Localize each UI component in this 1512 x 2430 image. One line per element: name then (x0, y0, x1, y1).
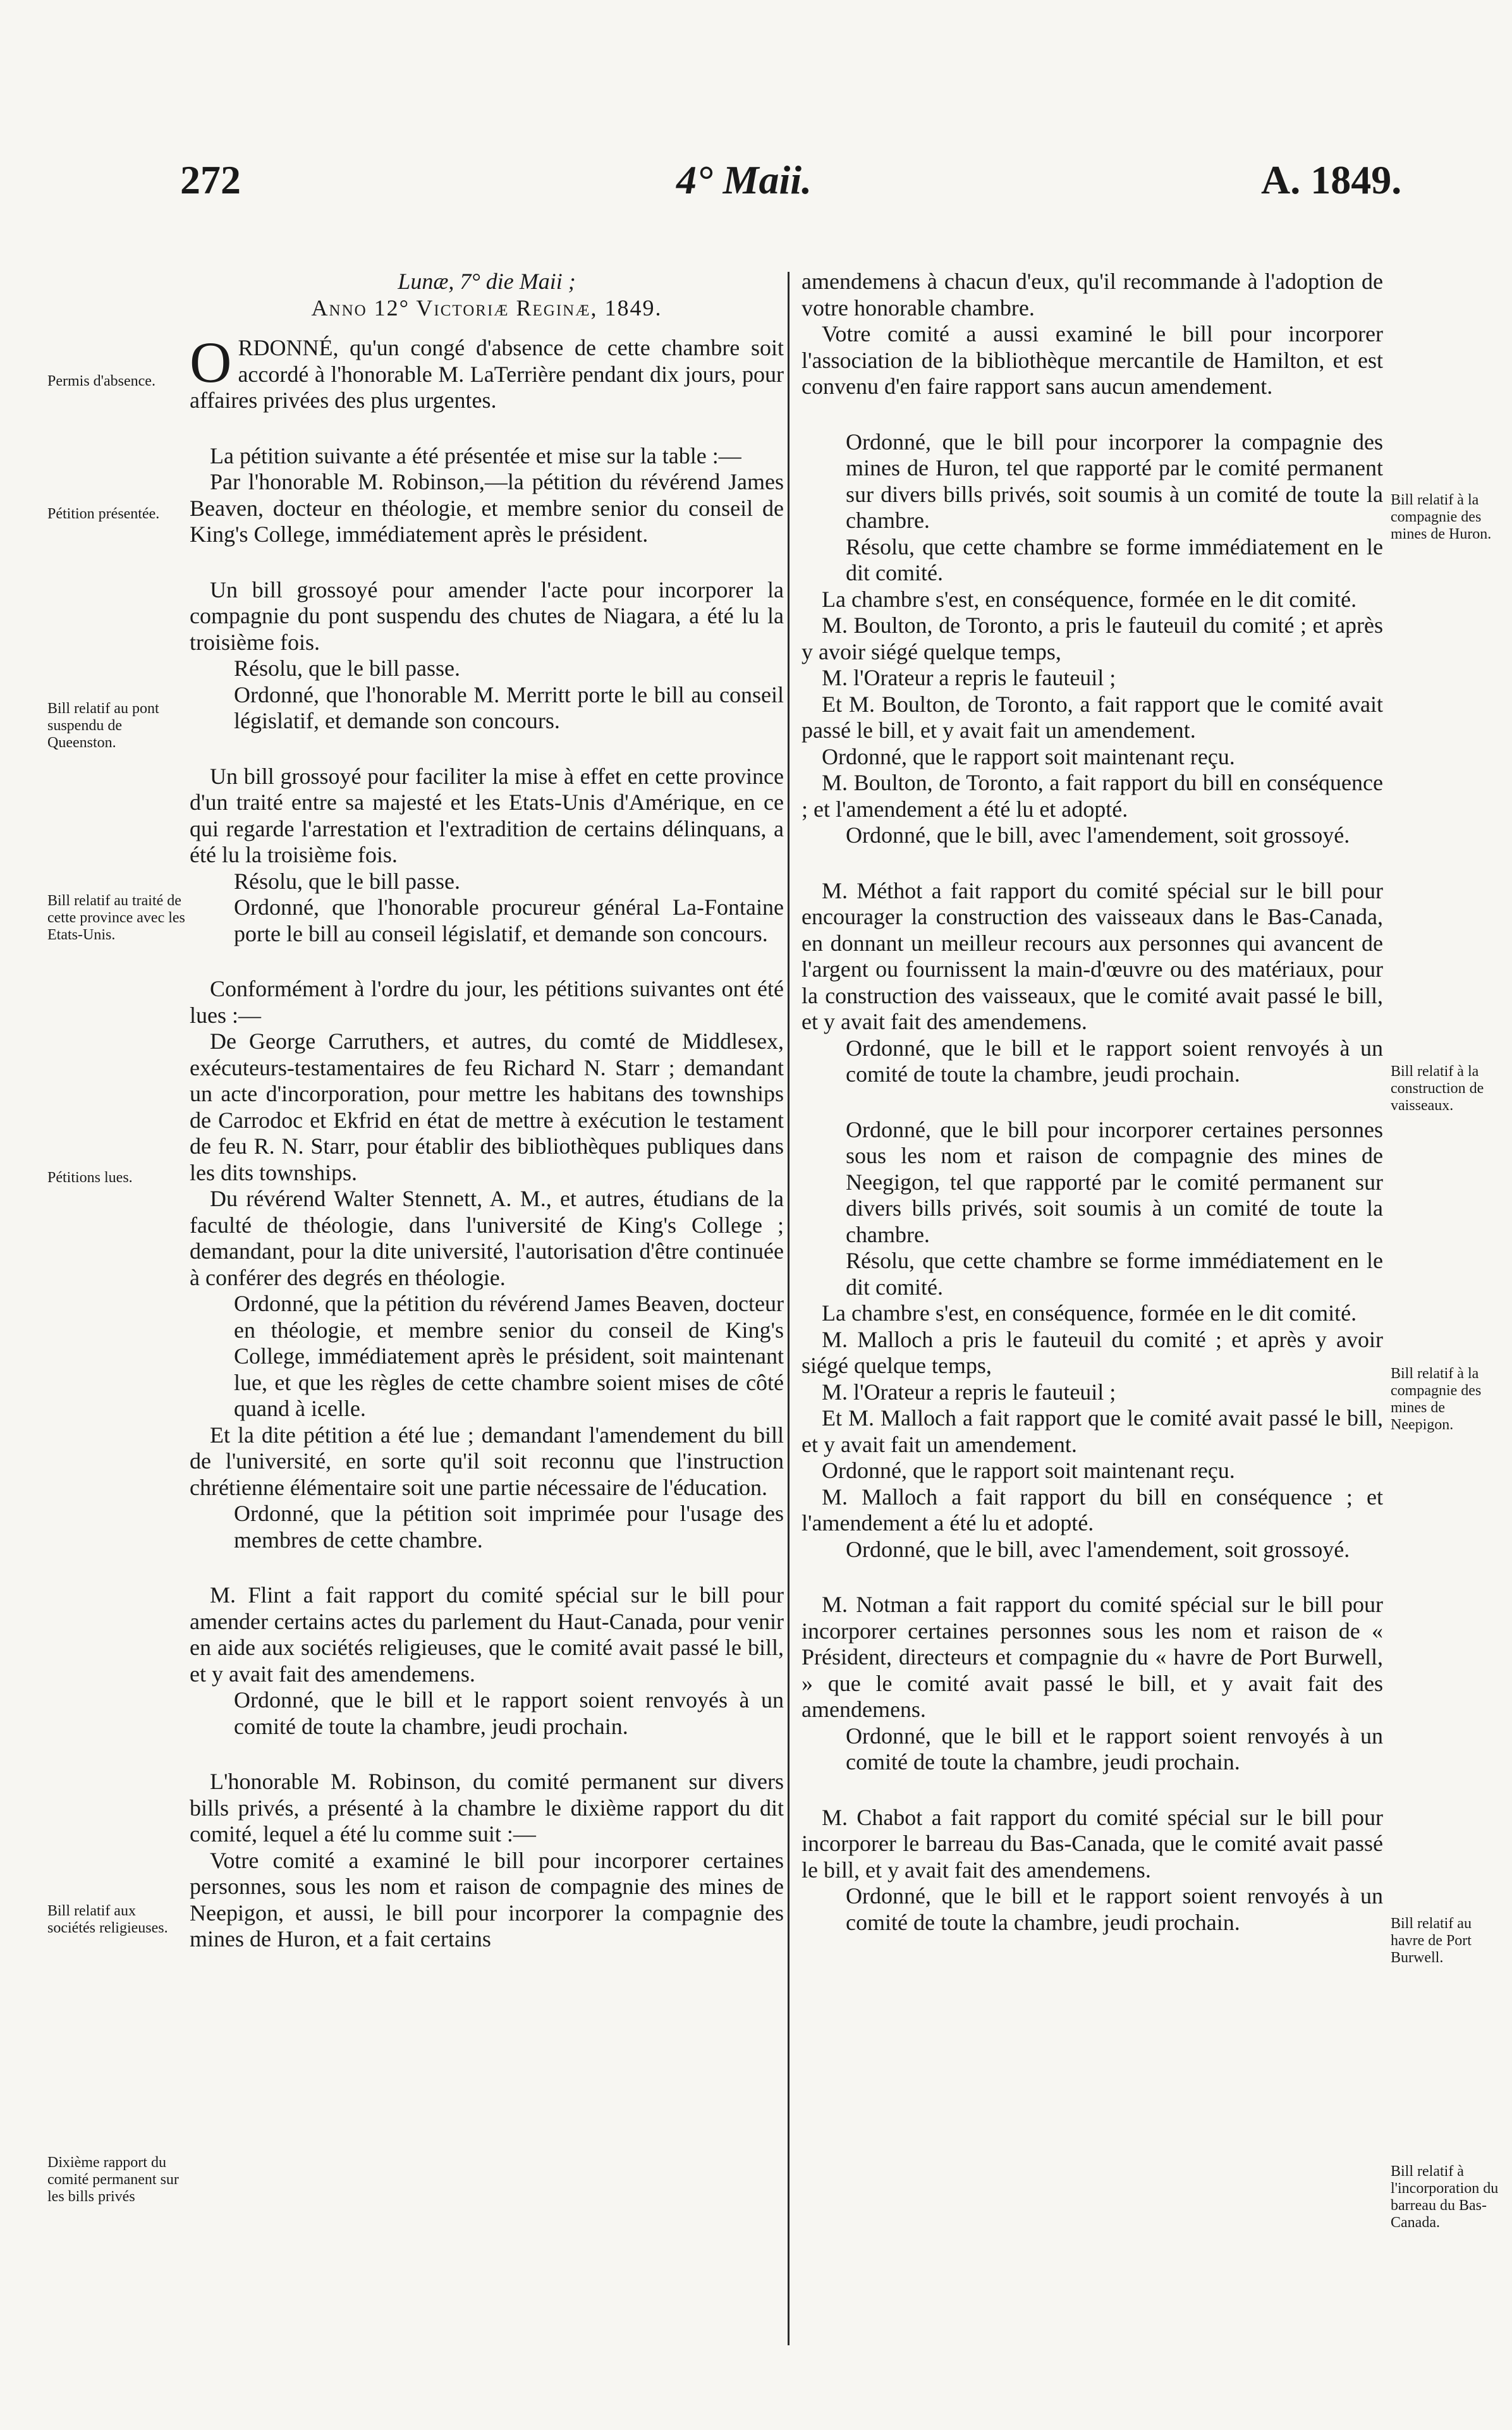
paragraph: Ordonné, que l'honorable procureur général La-Fontaine porte le bill au conseil législatif, et demande son concours. (234, 894, 784, 946)
session-date: Lunæ, 7° die Maii ; (398, 269, 576, 294)
paragraph: Résolu, que le bill passe. (234, 656, 460, 681)
paragraph: L'honorable M. Robinson, du comité permanent sur divers bills privés, a présenté à la chambre le dixième rapport du dit comité, lequel a été lu comme suit :— (190, 1769, 784, 1847)
paragraph: M. Flint a fait rapport du comité spécial sur le bill pour amender certains actes du parlement du Haut-Canada, pour venir en aide aux sociétés religieuses, que le comité avait passé le bill, et y avait fait des amendemens. (190, 1582, 784, 1687)
paragraph: Ordonné, que le bill et le rapport soient renvoyés à un comité de toute la chambre, jeudi prochain. (846, 1723, 1383, 1774)
paragraph: Ordonné, que le bill, avec l'amendement, soit grossoyé. (846, 822, 1350, 848)
margin-note: Dixième rapport du comité permanent sur les bills privés (47, 2154, 179, 2205)
paragraph: Votre comité a examiné le bill pour incorporer certaines personnes, sous les nom et raison de compagnie des mines de Neepigon, et aussi, le bill pour incorporer la compagnie des mines de Huron, et a fait certains (190, 1847, 784, 1951)
paragraph: Par l'honorable M. Robinson,—la pétition du révérend James Beaven, docteur en théologie, et membre senior du conseil de King's College, immédiatement après le président. (190, 469, 784, 547)
paragraph: M. Boulton, de Toronto, a pris le fauteuil du comité ; et après y avoir siégé quelque temps, (802, 613, 1383, 664)
margin-note: Bill relatif au pont suspendu de Queenston. (47, 700, 159, 751)
page-header (0, 157, 1512, 226)
paragraph: Ordonné, que le rapport soit maintenant reçu. (822, 1458, 1235, 1483)
margin-note: Bill relatif à la compagnie des mines de Neepigon. (1391, 1365, 1482, 1433)
margin-note: Bill relatif au traité de cette province avec les Etats-Unis. (47, 893, 185, 943)
paragraph: Ordonné, que l'honorable M. Merritt porte le bill au conseil législatif, et demande son concours. (234, 681, 784, 733)
margin-note: Permis d'absence. (47, 373, 155, 389)
paragraph: M. Chabot a fait rapport du comité spécial sur le bill pour incorporer le barreau du Bas-Canada, que le comité avait passé le bill, et y avait fait des amendemens. (802, 1804, 1383, 1883)
paragraph: Ordonné, que le bill et le rapport soient renvoyés à un comité de toute la chambre, jeudi prochain. (846, 1035, 1383, 1087)
paragraph: M. l'Orateur a repris le fauteuil ; (822, 1379, 1116, 1405)
paragraph: M. Malloch a pris le fauteuil du comité ; et après y avoir siégé quelque temps, (802, 1326, 1383, 1378)
column-divider (788, 272, 790, 2345)
margin-note: Bill relatif à l'incorporation du barreau du Bas-Canada. (1391, 2163, 1499, 2231)
paragraph: M. l'Orateur a repris le fauteuil ; (822, 665, 1116, 690)
paragraph: Résolu, que cette chambre se forme immédiatement en le dit comité. (846, 534, 1383, 585)
paragraph: Ordonné, que le bill et le rapport soient renvoyés à un comité de toute la chambre, jeudi prochain. (846, 1883, 1383, 1935)
margin-note: Pétition présentée. (47, 506, 160, 522)
paragraph: Conformément à l'ordre du jour, les pétitions suivantes ont été lues :— (190, 976, 784, 1028)
regnal-year: Anno 12° Victoriæ Reginæ, 1849. (311, 295, 662, 321)
paragraph: M. Méthot a fait rapport du comité spécial sur le bill pour encourager la construction des vaisseaux dans le Bas-Canada, en donnant un meilleur recours aux personnes qui avancent de l'argent ou fournissent la main-d'œuvre ou des matériaux, pour la construction des vaisseaux, que le comité avait passé le bill, et y avait fait des amendemens. (802, 877, 1383, 1034)
paragraph: ORDONNÉ, qu'un congé d'absence de cette chambre soit accordé à l'honorable M. LaTerrière pendant dix jours, pour affaires privées des plus urgentes. (190, 330, 784, 413)
paragraph: La pétition suivante a été présentée et mise sur la table :— (210, 443, 741, 468)
paragraph: Et la dite pétition a été lue ; demandant l'amendement du bill de l'université, en sorte qu'il soit reconnu que l'instruction chrétienne élémentaire soit une partie nécessaire de l'éducation. (190, 1422, 784, 1500)
paragraph: Ordonné, que la pétition soit imprimée pour l'usage des membres de cette chambre. (234, 1501, 784, 1553)
margin-note: Bill relatif à la construction de vaisseaux. (1391, 1063, 1484, 1114)
drop-cap: O (190, 330, 232, 394)
paragraph: Résolu, que le bill passe. (234, 868, 460, 894)
paragraph: Et M. Boulton, de Toronto, a fait rapport que le comité avait passé le bill, et y avait fait un amendement. (802, 691, 1383, 743)
paragraph: De George Carruthers, et autres, du comté de Middlesex, exécuteurs-testamentaires de feu Richard N. Starr ; demandant un acte d'incorporation, pour mettre les habitans des townships de Carrodoc et Ekfrid en état de mettre à exécution le testament de feu R. N. Starr, pour établir des bibliothèques publiques dans les dits townships. (190, 1029, 784, 1185)
paragraph: Un bill grossoyé pour amender l'acte pour incorporer la compagnie du pont suspendu des chutes de Niagara, a été lu la troisième fois. (190, 577, 784, 655)
paragraph: Résolu, que cette chambre se forme immédiatement en le dit comité. (846, 1248, 1383, 1300)
paragraph: Ordonné, que le bill pour incorporer certaines personnes sous les nom et raison de compagnie des mines de Neegigon, tel que rapporté par le comité permanent sur divers bills privés, soit soumis à un comité de toute la chambre. (846, 1116, 1383, 1247)
paragraph: M. Malloch a fait rapport du bill en conséquence ; et l'amendement a été lu et adopté. (802, 1484, 1383, 1536)
paragraph: M. Notman a fait rapport du comité spécial sur le bill pour incorporer certaines personnes sous les nom et raison de « Président, directeurs et compagnie du « havre de Port Burwell, » que le comité avait passé le bill, et y avait fait des amendemens. (802, 1592, 1383, 1722)
paragraph: Ordonné, que le rapport soit maintenant reçu. (822, 743, 1235, 769)
paragraph: Ordonné, que le bill, avec l'amendement, soit grossoyé. (846, 1536, 1350, 1562)
margin-note: Bill relatif au havre de Port Burwell. (1391, 1915, 1472, 1966)
page-date: 4° Maii. (676, 157, 812, 202)
margin-note: Bill relatif à la compagnie des mines de Huron. (1391, 492, 1492, 542)
paragraph: La chambre s'est, en conséquence, formée en le dit comité. (822, 586, 1357, 612)
left-column (190, 269, 784, 1953)
paragraph: La chambre s'est, en conséquence, formée en le dit comité. (822, 1300, 1357, 1326)
paragraph: Ordonné, que le bill et le rapport soient renvoyés à un comité de toute la chambre, jeudi prochain. (234, 1687, 784, 1739)
paragraph: M. Boulton, de Toronto, a fait rapport du bill en conséquence ; et l'amendement a été lu et adopté. (802, 770, 1383, 822)
paragraph: Un bill grossoyé pour faciliter la mise à effet en cette province d'un traité entre sa majesté et les Etats-Unis d'Amérique, en ce qui regarde l'arrestation et l'extradition de certains délinquans, a été lu la troisième fois. (190, 763, 784, 867)
paragraph: Du révérend Walter Stennett, A. M., et autres, étudians de la faculté de théologie, dans l'université de King's College ; demandant, pour la dite université, l'autorisation d'être continuée à conférer des degrés en théologie. (190, 1186, 784, 1290)
paragraph: Et M. Malloch a fait rapport que le comité avait passé le bill, et y avait fait un amendement. (802, 1405, 1383, 1457)
page-number: 272 (180, 157, 241, 202)
margin-note: Pétitions lues. (47, 1169, 133, 1186)
margin-note: Bill relatif aux sociétés religieuses. (47, 1903, 168, 1936)
page-year: A. 1849. (1261, 157, 1402, 202)
paragraph: Votre comité a aussi examiné le bill pour incorporer l'association de la bibliothèque mercantile de Hamilton, et est convenu d'en faire rapport sans aucun amendement. (802, 321, 1383, 399)
paragraph: amendemens à chacun d'eux, qu'il recommande à l'adoption de votre honorable chambre. (802, 269, 1383, 321)
paragraph: Ordonné, que la pétition du révérend James Beaven, docteur en théologie, et membre senior du conseil de King's College, immédiatement après le président, soit maintenant lue, et que les règles de cette chambre soient mises de côté quand à icelle. (234, 1291, 784, 1421)
right-column (802, 269, 1383, 1936)
paragraph: Ordonné, que le bill pour incorporer la compagnie des mines de Huron, tel que rapporté par le comité permanent sur divers bills privés, soit soumis à un comité de toute la chambre. (846, 429, 1383, 533)
